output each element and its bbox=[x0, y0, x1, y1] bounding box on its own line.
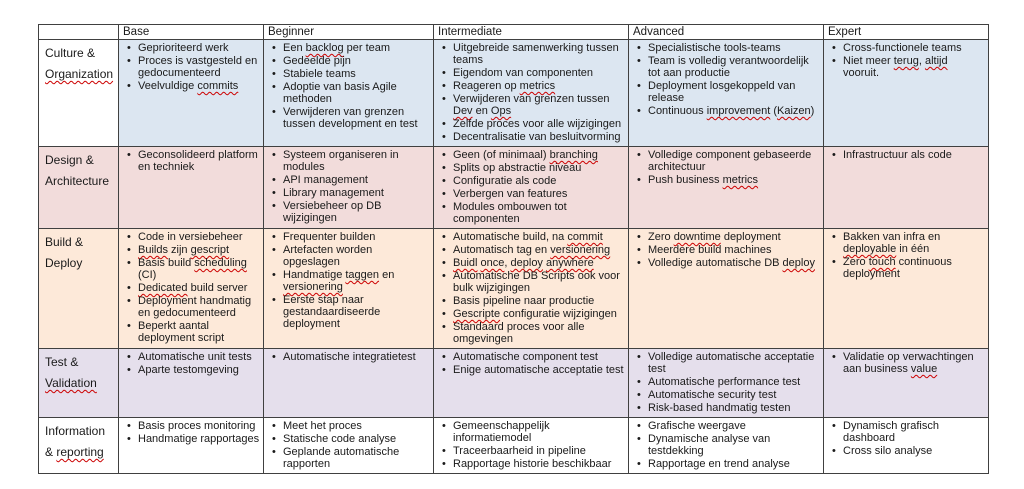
bullet-item: • Automatische unit tests bbox=[127, 351, 260, 363]
spellcheck-underline: deployable bbox=[843, 243, 897, 255]
bullet-list bbox=[827, 231, 985, 280]
spellcheck-underline: Buidl bbox=[453, 257, 478, 269]
spellcheck-underline: reporting bbox=[56, 445, 104, 459]
bullet-item: • Niet meer terug, altijd vooruit. bbox=[832, 55, 985, 79]
bullet-list bbox=[632, 149, 820, 186]
matrix-cell-beginner bbox=[264, 147, 434, 229]
bullet-item: • Automatische security test bbox=[637, 389, 820, 401]
bullet-item: • Beperkt aantal deployment script bbox=[127, 320, 260, 344]
bullet-list bbox=[827, 42, 985, 79]
bullet-item: • Automatische DB Scripts ook voor bulk wijzigingen bbox=[442, 270, 625, 294]
bullet-item: • Adoptie van basis Agile methoden bbox=[272, 81, 430, 105]
spellcheck-underline: backlog bbox=[305, 42, 344, 54]
bullet-item: • Buidl once, deploy anywhere bbox=[442, 257, 625, 269]
spellcheck-underline: once bbox=[480, 257, 505, 269]
spellcheck-underline: touch bbox=[868, 256, 896, 268]
bullet-item: • Enige automatische acceptatie test bbox=[442, 364, 625, 376]
bullet-item: • Cross silo analyse bbox=[832, 445, 985, 457]
spellcheck-underline: value bbox=[910, 363, 938, 375]
bullet-item: • Cross-functionele teams bbox=[832, 42, 985, 54]
matrix-cell-intermediate bbox=[434, 349, 629, 418]
bullet-item: • Dynamische analyse van testdekking bbox=[637, 433, 820, 457]
bullet-item: • Modules ombouwen tot componenten bbox=[442, 201, 625, 225]
spellcheck-underline: Validation bbox=[45, 376, 97, 390]
spellcheck-underline: versionering bbox=[550, 244, 611, 256]
devops-maturity-table bbox=[38, 24, 989, 474]
bullet-list bbox=[632, 351, 820, 414]
spellcheck-underline: branching bbox=[549, 149, 598, 161]
row-label: Test & Validation bbox=[39, 349, 119, 418]
bullet-item: • Zelfde proces voor alle wijzigingen bbox=[442, 118, 625, 130]
bullet-item: • Handmatige rapportages bbox=[127, 433, 260, 445]
bullet-item: • Team is volledig verantwoordelijk tot aan productie bbox=[637, 55, 820, 79]
bullet-item: • Proces is vastgesteld en gedocumenteerd bbox=[127, 55, 260, 79]
row-label: Culture & Organization bbox=[39, 40, 119, 147]
spellcheck-underline: Dedicated bbox=[138, 282, 188, 294]
bullet-item: • Push business metrics bbox=[637, 174, 820, 186]
column-header-advanced: Advanced bbox=[629, 25, 824, 40]
bullet-item: • Handmatige taggen en versionering bbox=[272, 269, 430, 293]
spellcheck-underline: gescript bbox=[190, 244, 230, 256]
matrix-cell-base bbox=[119, 349, 264, 418]
bullet-item: • Meet het proces bbox=[272, 420, 430, 432]
bullet-item: • Automatisch tag en versionering bbox=[442, 244, 625, 256]
bullet-item: • Veelvuldige commits bbox=[127, 80, 260, 92]
bullet-item: • Automatische component test bbox=[442, 351, 625, 363]
bullet-item: • Versiebeheer op DB wijzigingen bbox=[272, 200, 430, 224]
matrix-cell-expert bbox=[824, 349, 989, 418]
bullet-item: • Continuous improvement (Kaizen) bbox=[637, 105, 820, 117]
bullet-list bbox=[437, 42, 625, 143]
spellcheck-underline: Kaizen bbox=[777, 105, 811, 117]
bullet-item: • Verwijderen van grenzen tussen Dev en Ops bbox=[442, 93, 625, 117]
bullet-item: • Configuratie als code bbox=[442, 175, 625, 187]
matrix-cell-base bbox=[119, 40, 264, 147]
spellcheck-underline: Builds bbox=[138, 244, 168, 256]
bullet-list bbox=[632, 42, 820, 117]
bullet-item: • Basis build scheduling (CI) bbox=[127, 257, 260, 281]
bullet-item: • Geen (of minimaal) branching bbox=[442, 149, 625, 161]
bullet-item: • Artefacten worden opgeslagen bbox=[272, 244, 430, 268]
column-header-base: Base bbox=[119, 25, 264, 40]
bullet-item: • Gescripte configuratie wijzigingen bbox=[442, 308, 625, 320]
bullet-item: • Library management bbox=[272, 187, 430, 199]
spellcheck-underline: versionering bbox=[283, 281, 343, 293]
bullet-item: • Statische code analyse bbox=[272, 433, 430, 445]
bullet-item: • Gedeelde pijn bbox=[272, 55, 430, 67]
bullet-list bbox=[122, 149, 260, 173]
matrix-cell-expert bbox=[824, 229, 989, 349]
bullet-item: • Volledige automatische acceptatie test bbox=[637, 351, 820, 375]
matrix-cell-base bbox=[119, 418, 264, 474]
bullet-item: • Een backlog per team bbox=[272, 42, 430, 54]
bullet-list bbox=[827, 149, 985, 161]
bullet-list bbox=[437, 351, 625, 376]
table-row bbox=[39, 418, 989, 474]
bullet-item: • Code in versiebeheer bbox=[127, 231, 260, 243]
bullet-item: • Eerste stap naar gestandaardiseerde deployment bbox=[272, 294, 430, 330]
bullet-item: • Rapportage historie beschikbaar bbox=[442, 458, 625, 470]
bullet-item: • Volledige component gebaseerde architectuur bbox=[637, 149, 820, 173]
matrix-cell-advanced bbox=[629, 229, 824, 349]
spellcheck-underline: improvement bbox=[706, 105, 771, 117]
bullet-item: • Gemeenschappelijk informatiemodel bbox=[442, 420, 625, 444]
bullet-item: • Infrastructuur als code bbox=[832, 149, 985, 161]
matrix-cell-intermediate bbox=[434, 229, 629, 349]
matrix-cell-intermediate bbox=[434, 418, 629, 474]
bullet-list bbox=[267, 42, 430, 130]
bullet-item: • Splits op abstractie niveau bbox=[442, 162, 625, 174]
table-row bbox=[39, 229, 989, 349]
row-label: Design & Architecture bbox=[39, 147, 119, 229]
column-header-intermediate: Intermediate bbox=[434, 25, 629, 40]
matrix-cell-advanced bbox=[629, 418, 824, 474]
bullet-item: • Verbergen van features bbox=[442, 188, 625, 200]
bullet-item: • Automatische integratietest bbox=[272, 351, 430, 363]
bullet-list bbox=[437, 149, 625, 225]
spellcheck-underline: terug bbox=[893, 55, 919, 67]
bullet-item: • Rapportage en trend analyse bbox=[637, 458, 820, 470]
bullet-item: • Eigendom van componenten bbox=[442, 67, 625, 79]
bullet-list bbox=[122, 351, 260, 376]
bullet-item: • Reageren op metrics bbox=[442, 80, 625, 92]
spellcheck-underline: metrics bbox=[519, 80, 556, 92]
spellcheck-underline: taggen bbox=[345, 269, 380, 281]
spellcheck-underline: scheduling bbox=[194, 257, 247, 269]
matrix-cell-beginner bbox=[264, 229, 434, 349]
bullet-item: • Geplande automatische rapporten bbox=[272, 446, 430, 470]
bullet-item: • Automatische build, na commit bbox=[442, 231, 625, 243]
table-header-row bbox=[39, 25, 989, 40]
bullet-list bbox=[267, 420, 430, 470]
bullet-item: • Meerdere build machines bbox=[637, 244, 820, 256]
bullet-item: • Basis proces monitoring bbox=[127, 420, 260, 432]
bullet-list bbox=[632, 231, 820, 269]
spellcheck-underline: Gescripte bbox=[453, 308, 501, 320]
table-row bbox=[39, 349, 989, 418]
bullet-list bbox=[827, 351, 985, 375]
bullet-item: • Basis pipeline naar productie bbox=[442, 295, 625, 307]
matrix-cell-base bbox=[119, 229, 264, 349]
table-row bbox=[39, 40, 989, 147]
column-header-blank bbox=[39, 25, 119, 40]
matrix-cell-advanced bbox=[629, 147, 824, 229]
bullet-item: • Volledige automatische DB deploy bbox=[637, 257, 820, 269]
spellcheck-underline: deploy bbox=[782, 257, 815, 269]
bullet-list bbox=[267, 351, 430, 363]
matrix-cell-advanced bbox=[629, 349, 824, 418]
bullet-item: • Decentralisatie van besluitvorming bbox=[442, 131, 625, 143]
matrix-cell-beginner bbox=[264, 40, 434, 147]
bullet-item: • Risk-based handmatig testen bbox=[637, 402, 820, 414]
bullet-item: • Bakken van infra en deployable in één bbox=[832, 231, 985, 255]
spellcheck-underline: metrics bbox=[722, 174, 759, 186]
spellcheck-underline: altijd bbox=[924, 55, 948, 67]
bullet-list bbox=[827, 420, 985, 457]
bullet-list bbox=[122, 420, 260, 445]
bullet-item: • Specialistische tools-teams bbox=[637, 42, 820, 54]
bullet-item: • Validatie op verwachtingen aan business value bbox=[832, 351, 985, 375]
spellcheck-underline: deploy bbox=[510, 257, 543, 269]
spellcheck-underline: commits bbox=[197, 80, 239, 92]
matrix-cell-beginner bbox=[264, 418, 434, 474]
matrix-cell-advanced bbox=[629, 40, 824, 147]
bullet-list bbox=[267, 149, 430, 224]
bullet-list bbox=[632, 420, 820, 470]
matrix-cell-base bbox=[119, 147, 264, 229]
bullet-item: • Deployment handmatig en gedocumenteerd bbox=[127, 295, 260, 319]
matrix-cell-intermediate bbox=[434, 40, 629, 147]
bullet-item: • Standaard proces voor alle omgevingen bbox=[442, 321, 625, 345]
bullet-list bbox=[267, 231, 430, 330]
spellcheck-underline: Dev bbox=[453, 105, 473, 117]
bullet-item: • API management bbox=[272, 174, 430, 186]
bullet-item: • Geprioriteerd werk bbox=[127, 42, 260, 54]
matrix-cell-expert bbox=[824, 40, 989, 147]
row-label: Build & Deploy bbox=[39, 229, 119, 349]
bullet-item: • Grafische weergave bbox=[637, 420, 820, 432]
row-label: Information & reporting bbox=[39, 418, 119, 474]
spellcheck-underline: commit bbox=[567, 231, 603, 243]
column-header-beginner: Beginner bbox=[264, 25, 434, 40]
bullet-item: • Stabiele teams bbox=[272, 68, 430, 80]
bullet-item: • Deployment losgekoppeld van release bbox=[637, 80, 820, 104]
bullet-item: • Aparte testomgeving bbox=[127, 364, 260, 376]
table-row bbox=[39, 147, 989, 229]
bullet-item: • Zero touch continuous deployment bbox=[832, 256, 985, 280]
bullet-item: • Automatische performance test bbox=[637, 376, 820, 388]
matrix-cell-expert bbox=[824, 147, 989, 229]
bullet-item: • Frequenter builden bbox=[272, 231, 430, 243]
spellcheck-underline: downtime bbox=[673, 231, 721, 243]
bullet-list bbox=[437, 420, 625, 470]
bullet-item: • Zero downtime deployment bbox=[637, 231, 820, 243]
bullet-item: • Geconsolideerd platform en techniek bbox=[127, 149, 260, 173]
bullet-item: • Verwijderen van grenzen tussen development en test bbox=[272, 106, 430, 130]
spellcheck-underline: anywhere bbox=[546, 257, 594, 269]
bullet-list bbox=[437, 231, 625, 345]
bullet-item: • Dynamisch grafisch dashboard bbox=[832, 420, 985, 444]
spellcheck-underline: Ops bbox=[490, 105, 512, 117]
column-header-expert: Expert bbox=[824, 25, 989, 40]
bullet-item: • Dedicated build server bbox=[127, 282, 260, 294]
bullet-item: • Builds zijn gescript bbox=[127, 244, 260, 256]
spellcheck-underline: Organization bbox=[45, 67, 114, 81]
matrix-cell-beginner bbox=[264, 349, 434, 418]
bullet-list bbox=[122, 231, 260, 344]
matrix-cell-expert bbox=[824, 418, 989, 474]
matrix-cell-intermediate bbox=[434, 147, 629, 229]
bullet-item: • Systeem organiseren in modules bbox=[272, 149, 430, 173]
bullet-list bbox=[122, 42, 260, 92]
bullet-item: • Traceerbaarheid in pipeline bbox=[442, 445, 625, 457]
bullet-item: • Uitgebreide samenwerking tussen teams bbox=[442, 42, 625, 66]
